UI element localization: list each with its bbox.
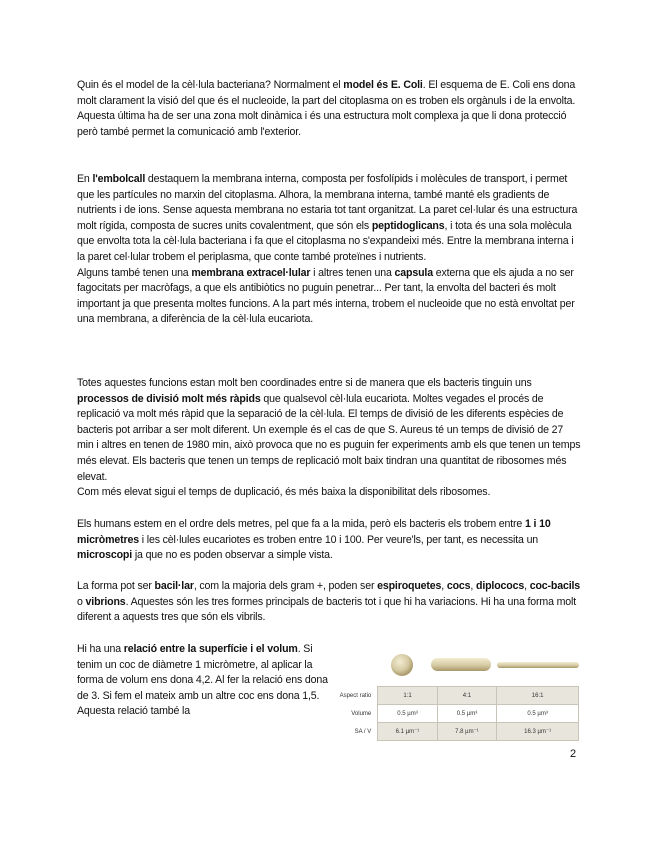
bold-term: espiroquetes [377,580,442,592]
bold-term: membrana extracel·lular [191,266,311,279]
bold-term: microscopi [77,549,133,562]
bold-term: cocs [446,580,471,592]
bold-term: coc-bacils [529,580,581,592]
table-cell: 0.5 µm³ [378,705,437,723]
table-cell: 0.5 µm³ [497,705,579,723]
paragraph-mida [77,517,582,564]
bold-term: bacil·lar [154,580,194,592]
text-run: . Si tenim un coc de diàmetre 1 micròmetre, al aplicar la forma de volum ens dona 4,2. Al fer la relació ens dona de 3. Si fem el mateix amb un altre coc ens dona 1,5. Aquesta relació també la [77,643,328,718]
bold-term: capsula [394,266,433,279]
text-run: . Aquestes són les tres formes principals de bacteris tot i que hi ha variacions. Hi ha una forma molt diferent a aquests tres que són els vibrils. [77,595,577,624]
table-cell: 16:1 [497,687,579,705]
text-run: . El esquema de E. Coli ens dona molt clarament la visió del que és el nucleoide, la part del citoplasma on es troben els orgànuls i de la envolta. Aquesta última ha de ser una zona molt dinàmica i és una estructura molt complexa ja que li dona protecció però també permet la comunicació amb l'exterior. [77,79,576,138]
text-run: , [441,580,447,592]
text-run: externa que els ajuda a no ser fagocitats per macròfags, a que els antibiòtics no puguin penetrar... Per tant, la envolta del bacteri és molt important ja que presenta moltes funcions. A la part més interna, trobem el nucleoide que no està envoltat per una membrana, a diferència de la cèl·lula eucariota. [77,266,575,326]
table-cell: 6.1 µm⁻¹ [378,723,437,741]
text-run: La forma pot ser [77,580,155,592]
text-run: Alguns també tenen una [77,266,192,279]
bold-term: processos de divisió molt més ràpids [77,392,261,405]
paragraph-embolcall [77,172,582,328]
table-cell: 4:1 [437,687,496,705]
text-run: Totes aquestes funcions estan molt ben coordinades entre si de manera que els bacteris tinguin uns [77,377,532,389]
row-label: Aspect ratio [339,692,372,699]
table-row [329,705,579,723]
table-cell: 16.3 µm⁻¹ [497,723,579,741]
bold-term: model és E. Coli [343,79,423,91]
surface-volume-figure [329,653,579,745]
row-label: SA / V [354,728,372,735]
table-cell: 1:1 [378,687,437,705]
bold-term: vibrions [85,595,126,608]
cell-shapes-illustration [329,653,579,679]
bold-term: relació entre la superfície i el volum [123,643,298,655]
table-row [329,723,579,741]
text-run: destaquem la membrana interna, composta per fosfolípids i molècules de transport, i permet que les partícules no marxin del citoplasma. Alhora, la membrana interna, també manté els gradients de nutrients i de ions. Sense aquesta membrana no estaria tot tant organitzat. La paret cel·lular és una estructura molt rígida, composta de sucres units covalentment, que són els [77,173,578,232]
paragraph-forma [77,579,582,626]
table-cell: 7.8 µm⁻¹ [437,723,496,741]
paragraph-superficie-volum [77,642,333,720]
rod-shape [431,658,491,671]
ratio-table [329,686,579,741]
bold-term: diplococs [476,580,525,592]
paragraph-divisio [77,376,582,501]
bold-term: l'embolcall [92,173,146,185]
text-run: i altres tenen una [310,266,395,279]
text-run: Els humans estem en el ordre dels metres, pel que fa a la mida, però els bacteris els trobem entre [77,518,525,530]
coccus-shape [391,654,413,676]
text-run: o [77,595,86,608]
table-cell: 0.5 µm³ [437,705,496,723]
text-run: Hi ha una [77,643,124,655]
bold-term: peptidoglicans [371,219,445,232]
text-run: , [524,580,530,592]
text-run: , [470,580,476,592]
text-run: En [77,173,93,185]
text-run: que qualsevol cèl·lula eucariota. Moltes vegades el procés de replicació va molt més ràpid que la separació de la cèl·lula. El temps de divisió de les diferents espècies de bacteris pot arribar a ser molt diferent. Un exemple és el cas de que S. Aureus té un temps de divisió de 27 min i altres en tenen de 1980 min, això provoca que no es puguin fer experiments amb els que tenen un temps més elevat. Els bacteris que tenen un temps de replicació molt baix tindran una quantitat de ribosomes més elevat. [77,392,581,483]
paragraph-model [77,78,582,140]
text-run: ja que no es poden observar a simple vista. [132,549,333,562]
table-row [329,687,579,705]
text-run: i les cèl·lules eucariotes es troben entre 10 i 100. Per veure'ls, per tant, es necessita un [138,533,539,546]
row-label: Volume [351,710,372,717]
page-number: 2 [570,748,577,760]
text-run: , i tota és una sola molècula que envolta tota la cèl·lula bacteriana i fa que el citoplasma no s'expandeixi més. Entre la membrana interna i la paret cel·lular trobem el periplasma, que conte també proteïnes i nutrients. [77,219,574,263]
long-rod-shape [497,662,579,668]
text-run: , com la majoria dels gram +, poden ser [193,580,378,592]
text-run: Quin és el model de la cèl·lula bacteriana? Normalment el [77,79,344,91]
bold-term: 1 i 10 micròmetres [77,518,551,546]
text-run: Com més elevat sigui el temps de duplicació, és més baixa la disponibilitat dels ribosomes. [77,486,491,499]
